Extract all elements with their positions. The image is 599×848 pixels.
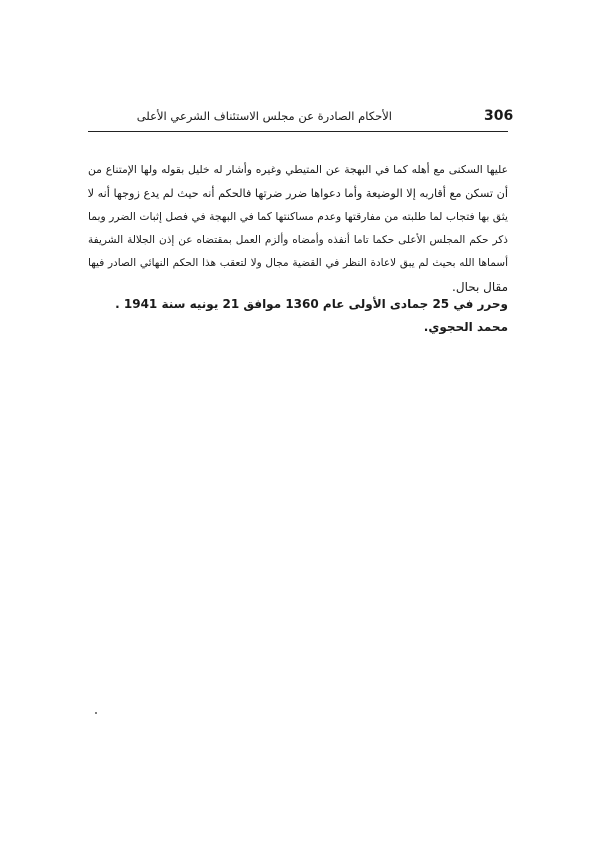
body-line: عليها السكنى مع أهله كما في البهجة عن المتيطي وغيره وأشار له خليل بقوله ولها الإمتناع من	[88, 163, 508, 176]
dateline: وحرر في 25 جمادى الأولى عام 1360 موافق 21 يونيه سنة 1941 .	[115, 297, 508, 311]
body-line: ذكر حكم المجلس الأعلى حكما تاما أنفذه وأمضاه وألزم العمل بمقتضاه عن إذن الجلالة الشريفة	[88, 233, 508, 246]
signature: محمد الحجوي.	[423, 320, 508, 334]
page-number: 306	[484, 108, 514, 124]
body-line: يثق بها فتجاب لما طلبته من مفارقتها وعدم مساكنتها كما في البهجة في فصل إثبات الضرر وبما	[88, 210, 508, 224]
body-line: مقال بحال.	[452, 279, 508, 294]
running-title: الأحكام الصادرة عن مجلس الاستئناف الشرعي الأعلى	[136, 109, 392, 123]
body-paragraph	[88, 158, 508, 300]
stray-dot	[95, 712, 97, 714]
body-line: أن تسكن مع أقاربه إلا الوضيعة وأما دعواها ضرر ضرتها فالحكم أنه حيث لم يدع زوجها أنه لا	[87, 186, 508, 200]
page-header	[88, 108, 514, 130]
header-rule	[88, 131, 508, 132]
body-line: أسماها الله بحيث لم يبق لاعادة النظر في القضية مجال ولا لتعقب هذا الحكم النهائي الصادر فيها	[88, 257, 508, 270]
closing-block	[88, 293, 508, 339]
